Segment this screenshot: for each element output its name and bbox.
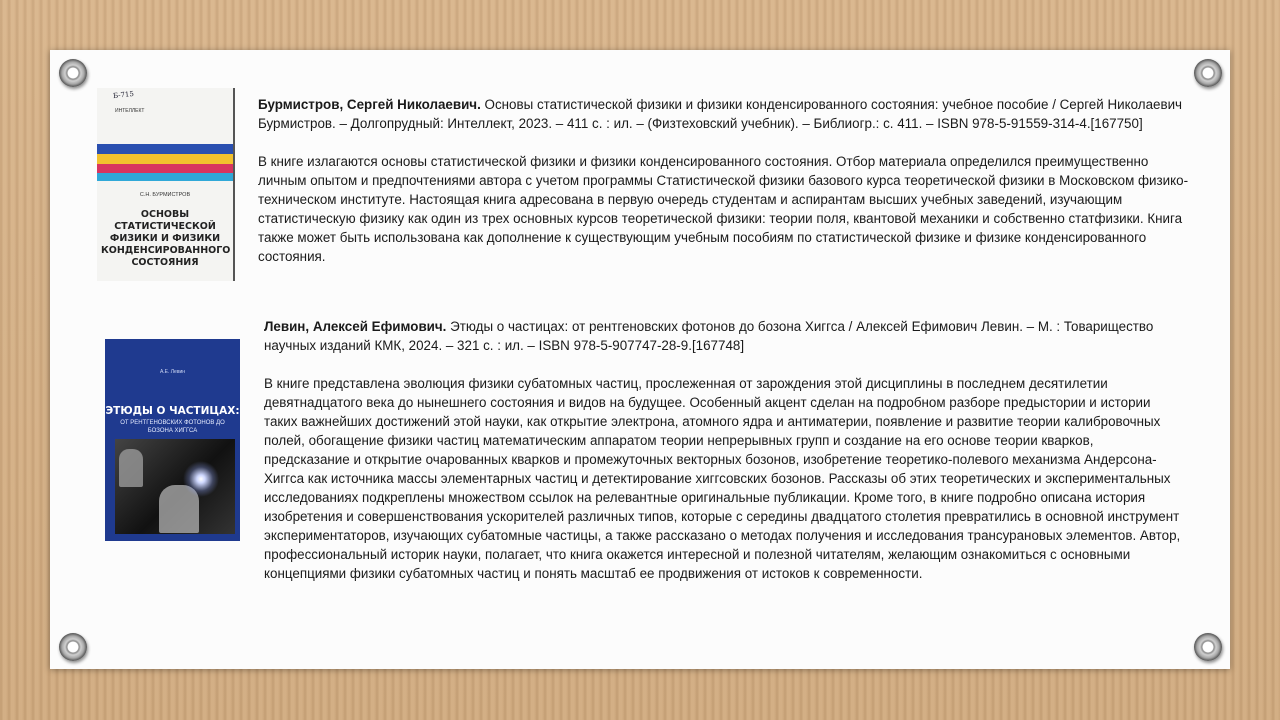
cover-author: С.Н. БУРМИСТРОВ bbox=[139, 192, 191, 198]
book-cover-levin bbox=[105, 339, 240, 541]
cover-stripe bbox=[97, 154, 233, 164]
book-cover-burmistrov bbox=[97, 88, 235, 281]
cover-subtitle: ОТ РЕНТГЕНОВСКИХ ФОТОНОВ ДО БОЗОНА ХИГГСА bbox=[120, 420, 225, 434]
book-author: Левин, Алексей Ефимович. bbox=[264, 319, 447, 334]
book-author: Бурмистров, Сергей Николаевич. bbox=[258, 97, 481, 112]
pushpin-top-left-icon bbox=[59, 59, 87, 87]
cover-stripe bbox=[97, 164, 233, 173]
cover-photo-figure bbox=[119, 449, 143, 487]
book-citation bbox=[264, 317, 1182, 355]
citation-text: Основы статистической физики и физики конденсированного состояния: учебное пособие / Сергей Николаевич Бурмистров. – Долгопрудный: Интеллект, 2023. – 411 с. : ил. – (Физтеховский учебник). – Библиогр.: с. 411. – ISBN 978-5-91559-314-4.[167750] bbox=[258, 97, 1183, 131]
library-stamp: Б-715 bbox=[112, 89, 135, 101]
pushpin-bottom-left-icon bbox=[59, 633, 87, 661]
cover-title: ЭТЮДЫ О ЧАСТИЦАХ: bbox=[105, 405, 240, 417]
pushpin-top-right-icon bbox=[1194, 59, 1222, 87]
book-annotation: В книге представлена эволюция физики субатомных частиц, прослеженная от зарождения этой дисциплины в последнем десятилетии девятнадцатого века до нынешнего состояния и видов на будущее. Особенный акцент сделан на подробном разборе предыстории и истории таких важнейших достижений этой науки, как открытие электрона, атомного ядра и антиматерии, появление и развитие теории калибровочных полей, обогащение физики частиц математическим аппаратом теории непрерывных групп и создание на его основе теории кварков, предсказание и открытие очарованных кварков и промежуточных векторных бозонов, изобретение теоретико-полевого механизма Андерсона-Хиггса как источника массы элементарных частиц и детектирование хиггсовских бозонов. Рассказы об этих теоретических и экспериментальных исследованиях подкреплены множеством ссылок на релевантные оригинальные публикации. Кроме того, в книге подробно описана история изобретения и совершенствования ускорителей различных типов, которые с середины двадцатого столетия превратились в основной инструмент экспериментаторов, изучающих субатомные частицы, а также рассказано о методах получения и исследования трансурановых элементов. Автор, профессиональный историк науки, полагает, что книга окажется интересной и полезной читателям, желающим ознакомиться с основными концепциями физики субатомных частиц и понять масштаб ее продвижения от истоков к современности. bbox=[264, 376, 1181, 581]
citation-text: Этюды о частицах: от рентгеновских фотонов до бозона Хиггса / Алексей Ефимович Левин. – М. : Товарищество научных изданий КМК, 2024. – 321 с. : ил. – ISBN 978-5-907747-28-9.[167748] bbox=[264, 319, 1154, 353]
cover-author: А.Е. Левин bbox=[159, 369, 186, 375]
cover-stripe bbox=[97, 173, 233, 181]
book-description-burmistrov bbox=[258, 95, 1198, 266]
cover-stripe bbox=[97, 144, 233, 154]
book-description-levin bbox=[264, 317, 1182, 583]
pushpin-bottom-right-icon bbox=[1194, 633, 1222, 661]
book-annotation: В книге излагаются основы статистической физики и физики конденсированного состояния. Отбор материала определился преимущественно личным опытом и предпочтениями автора с учетом программы Статистической физики базового курса теоретической физики в Московском физико-техническом институте. Настоящая книга адресована в первую очередь студентам и аспирантам высших учебных заведений, изучающим статистическую физику как один из трех основных курсов теоретической физики: теории поля, квантовой механики и собственно статфизики. Книга также может быть использована как дополнение к существующим учебным пособиям по статистической физике и физике конденсированного состояния. bbox=[258, 154, 1189, 264]
publisher-logo: ИНТЕЛЛЕКТ bbox=[115, 108, 145, 114]
cover-title: ОСНОВЫ СТАТИСТИЧЕСКОЙ ФИЗИКИ И ФИЗИКИ КОНДЕНСИРОВАННОГО СОСТОЯНИЯ bbox=[101, 209, 231, 268]
cover-photo-light-flare bbox=[183, 461, 219, 497]
book-citation bbox=[258, 95, 1198, 133]
